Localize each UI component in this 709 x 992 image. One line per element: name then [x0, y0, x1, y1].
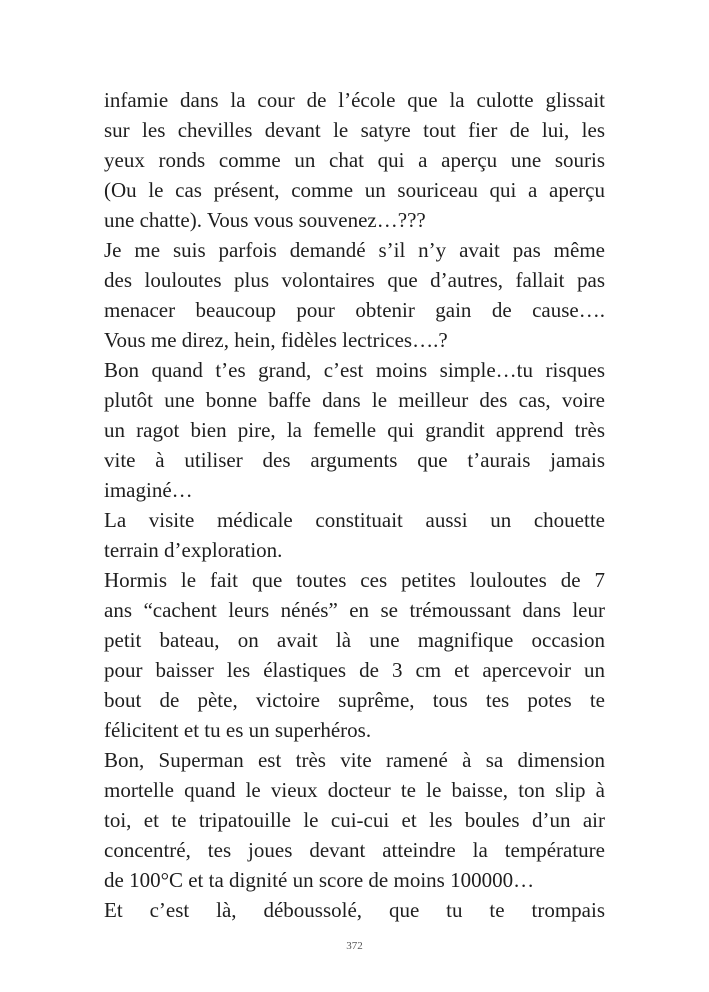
text-line: terrain d’exploration. [104, 538, 283, 562]
text-line: La visite médicale constituait aussi un chouette [104, 508, 605, 532]
text-line: un ragot bien pire, la femelle qui grandit apprend très [104, 418, 605, 442]
text-line: (Ou le cas présent, comme un souriceau qui a aperçu [104, 178, 605, 202]
text-line: mortelle quand le vieux docteur te le baisse, ton slip à [104, 778, 605, 802]
text-line: félicitent et tu es un superhéros. [104, 718, 372, 742]
text-line: bout de pète, victoire suprême, tous tes potes te [104, 688, 605, 712]
text-line: une chatte). Vous vous souvenez…??? [104, 208, 426, 232]
text-line: Je me suis parfois demandé s’il n’y avait pas même [104, 238, 605, 262]
text-line: infamie dans la cour de l’école que la culotte glissait [104, 88, 605, 112]
text-line: menacer beaucoup pour obtenir gain de cause…. [104, 298, 605, 322]
text-line: Et c’est là, déboussolé, que tu te trompais [104, 898, 605, 922]
text-line: Hormis le fait que toutes ces petites louloutes de 7 [104, 568, 605, 592]
text-line: yeux ronds comme un chat qui a aperçu une souris [104, 148, 605, 172]
text-line: toi, et te tripatouille le cui-cui et les boules d’un air [104, 808, 605, 832]
text-line: de 100°C et ta dignité un score de moins 100000… [104, 868, 535, 892]
text-line: Bon quand t’es grand, c’est moins simple…tu risques [104, 358, 605, 382]
text-line: concentré, tes joues devant atteindre la température [104, 838, 605, 862]
text-line: des louloutes plus volontaires que d’autres, fallait pas [104, 268, 605, 292]
body-text [104, 85, 605, 925]
page-number: 372 [346, 940, 363, 952]
text-line: Bon, Superman est très vite ramené à sa dimension [104, 748, 605, 772]
text-line: pour baisser les élastiques de 3 cm et apercevoir un [104, 658, 605, 682]
text-line: vite à utiliser des arguments que t’aurais jamais [104, 448, 605, 472]
text-line: petit bateau, on avait là une magnifique occasion [104, 628, 605, 652]
text-line: ans “cachent leurs nénés” en se trémoussant dans leur [104, 598, 605, 622]
text-line: imaginé… [104, 478, 193, 502]
text-line: plutôt une bonne baffe dans le meilleur des cas, voire [104, 388, 605, 412]
text-line: sur les chevilles devant le satyre tout fier de lui, les [104, 118, 605, 142]
text-line: Vous me direz, hein, fidèles lectrices….? [104, 328, 448, 352]
